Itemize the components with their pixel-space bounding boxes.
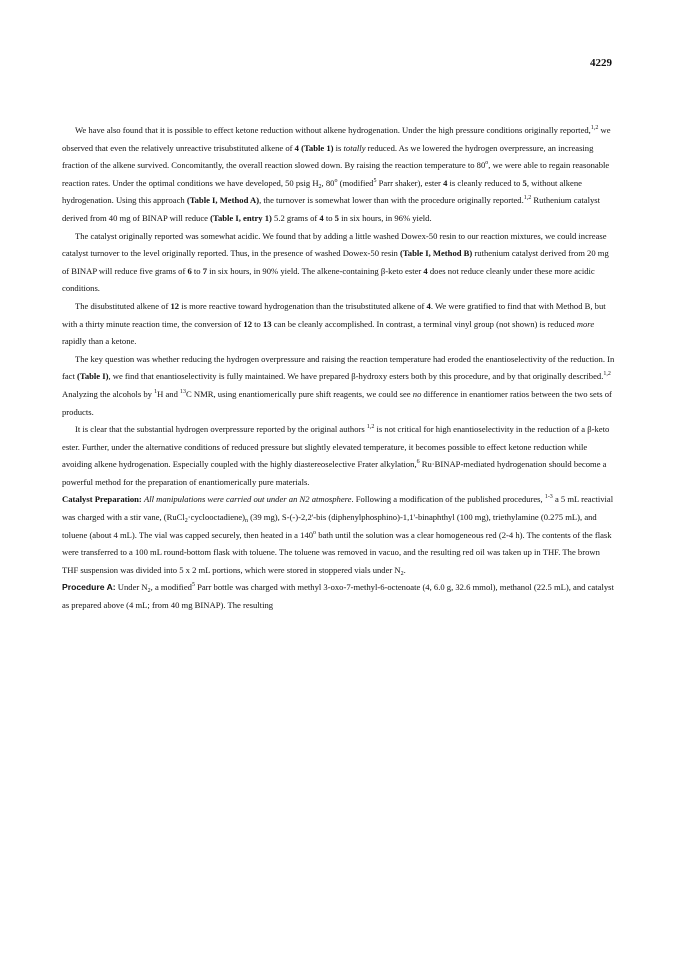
text-run: (39 mg), S-(-)-2,2'-bis (diphenylphosphino)-1,1'-binaphthyl (100 mg), triethylamine (0.275 mL), and toluene (about 4 mL). The vial was capped securely, then heated in a 140 xyxy=(62,512,597,540)
text-run: 1,2 xyxy=(590,125,599,131)
text-run: difference in enantiomer ratios between the two sets of products. xyxy=(62,388,612,417)
text-run: 2 xyxy=(147,588,151,595)
text-run: (Table I, entry 1) xyxy=(210,212,272,223)
body-text xyxy=(62,122,618,615)
text-run: is cleanly reduced to xyxy=(447,177,523,188)
text-run: . Following a modification of the published procedures, xyxy=(351,494,545,505)
text-run: , without alkene hydrogenation. Using this approach xyxy=(62,177,582,206)
text-run: Under N xyxy=(115,582,148,593)
text-run: The catalyst originally reported was somewhat acidic. We found that by adding a little washed Dowex-50 resin to our reaction mixtures, we could increase catalyst turnover to the level originally reported. Thus, in the presence of washed Dowex-50 resin xyxy=(62,230,607,259)
text-run: 1,2 xyxy=(603,371,611,378)
text-run: 5.2 grams of xyxy=(271,212,320,223)
text-run: . xyxy=(403,564,406,575)
text-run: It is clear that the substantial hydrogen overpressure reported by the original authors xyxy=(75,424,367,435)
text-run: rapidly than a ketone. xyxy=(62,336,137,347)
text-run: (modified xyxy=(337,177,374,188)
text-run: reduced. As we lowered the hydrogen overpressure, an increasing fraction of the alkene survived. Concomitantly, the overall reaction slowed down. By raising the reaction temperature to 80 xyxy=(62,142,594,171)
text-run: 4 xyxy=(443,177,448,188)
text-run: to xyxy=(251,318,263,329)
text-run: Parr bottle was charged with methyl 3-oxo-7-methyl-6-octenoate (4, 6.0 g, 32.6 mmol), methanol (22.5 mL), and catalyst as prepared above (4 mL; from 40 mg BINAP). The resulting xyxy=(62,582,614,611)
text-run: 4 xyxy=(423,265,428,276)
text-run: The key question was whether reducing the hydrogen overpressure and raising the reaction temperature had eroded the enantioselectivity of the reduction. In fact xyxy=(62,353,615,382)
text-run: C NMR, using enantiomerically pure shift reagents, we could see xyxy=(186,388,413,399)
text-run: can be cleanly accomplished. In contrast, a terminal vinyl group (not shown) is reduced xyxy=(271,318,577,329)
text-run: We have also found that it is possible to effect ketone reduction without alkene hydrogenation. Under the high pressure conditions originally reported, xyxy=(75,125,591,135)
text-run: H and xyxy=(157,388,181,399)
text-run: o xyxy=(313,529,317,536)
text-run: (Table 1) xyxy=(301,142,334,153)
text-run: 2 xyxy=(318,183,322,190)
text-run: no xyxy=(412,388,422,399)
text-run: Catalyst Preparation: xyxy=(62,494,142,505)
text-run: ·cyclooctadiene) xyxy=(187,512,246,523)
text-run: The disubstituted alkene of xyxy=(75,300,171,311)
paragraph-p1 xyxy=(62,122,618,228)
text-run: 4 xyxy=(294,142,299,153)
text-run: 5 xyxy=(522,177,527,188)
text-run: 2 xyxy=(184,518,188,525)
text-run: 13 xyxy=(180,388,187,395)
text-run: 5 xyxy=(334,212,339,223)
text-run: , we were able to regain reasonable reaction rates. Under the optimal conditions we have developed, 50 psig H xyxy=(62,160,610,188)
text-run: o xyxy=(334,177,338,184)
text-run: 2 xyxy=(400,570,404,577)
text-run: 12 xyxy=(243,318,252,329)
text-run: in six hours, in 96% yield. xyxy=(338,212,432,223)
paragraph-p3 xyxy=(62,298,618,351)
text-run: 1-3 xyxy=(544,494,553,501)
text-run: to xyxy=(191,265,203,276)
text-run: All manipulations were carried out under an N2 atmosphere xyxy=(143,494,352,505)
text-run: more xyxy=(576,318,595,329)
text-run: (Table I, Method A) xyxy=(186,195,260,206)
text-run: 6 xyxy=(187,265,192,276)
text-run: 12 xyxy=(170,300,180,311)
text-run: , a modified xyxy=(150,582,192,593)
text-run: Ru·BINAP-mediated hydrogenation should become a powerful method for the preparation of enantiomerically pure materials. xyxy=(62,459,607,487)
paragraph-p6 xyxy=(62,491,618,579)
text-run: is more reactive toward hydrogenation than the trisubstituted alkene of xyxy=(179,300,427,311)
text-run: n xyxy=(245,518,249,525)
text-run: (Table I) xyxy=(77,371,109,382)
text-run: 5 xyxy=(191,582,195,589)
text-run: totally xyxy=(343,142,366,153)
text-run: 1,2 xyxy=(523,195,532,202)
text-run: 4 xyxy=(319,212,324,223)
text-run: Ruthenium catalyst derived from 40 mg of BINAP will reduce xyxy=(62,195,601,223)
text-run: a 5 mL reactivial was charged with a stir vane, (RuCl xyxy=(62,494,614,523)
page-number: 4229 xyxy=(590,57,612,69)
paragraph-p4 xyxy=(62,351,618,421)
text-run: 6 xyxy=(416,459,420,466)
text-run: bath until the solution was a clear homogeneous red (2-4 h). The contents of the flask were transferred to a 100 mL round-bottom flask with toluene. The toluene was removed in vacuo, and the resulting red oil was taken up in THF. The brown THF suspension was divided into 5 x 2 mL portions, which were stored in stoppered vials under N xyxy=(62,529,612,575)
paragraph-p5 xyxy=(62,421,618,491)
text-run: , we find that enantioselectivity is fully maintained. We have prepared β-hydroxy esters both by this procedure, and by that originally described. xyxy=(108,371,604,382)
paragraph-p2 xyxy=(62,228,618,298)
text-run: . We were gratified to find that with Method B, but with a thirty minute reaction time, the conversion of xyxy=(62,300,606,329)
text-run: , 80 xyxy=(321,177,335,188)
text-run: 7 xyxy=(202,265,208,276)
paragraph-p7 xyxy=(62,579,618,614)
text-run: we observed that even the relatively unreactive trisubstituted alkene of xyxy=(62,125,611,153)
text-run: (Table I, Method B) xyxy=(400,248,473,259)
text-run: , the turnover is somewhat lower than with the procedure originally reported. xyxy=(259,195,524,206)
text-run: to xyxy=(323,212,335,223)
text-run: 13 xyxy=(262,318,272,329)
text-run: o xyxy=(485,160,489,167)
text-run: Parr shaker), ester xyxy=(376,177,444,188)
text-run: 5 xyxy=(373,177,377,184)
text-run: 1,2 xyxy=(366,424,375,431)
text-run: is xyxy=(333,142,344,153)
text-run: in six hours, in 90% yield. The alkene-containing β-keto ester xyxy=(207,265,424,276)
text-run: 1 xyxy=(154,388,158,395)
text-run: Procedure A: xyxy=(62,582,116,593)
text-run: ruthenium catalyst derived from 20 mg of BINAP will reduce five grams of xyxy=(62,248,609,276)
text-run: Analyzing the alcohols by xyxy=(62,388,155,399)
text-run: is not critical for high enantioselectivity in the reduction of a β-keto ester. Further, under the alternative conditions of reduced pressure but slightly elevated temperature, it becomes possible to effect ketone reduction while avoiding alkene hydrogenation. Especially coupled with the highly diastereoselective Frater alkylation, xyxy=(62,424,610,470)
text-run: 4 xyxy=(426,300,431,311)
text-run: does not reduce cleanly under these more acidic conditions. xyxy=(62,265,595,294)
